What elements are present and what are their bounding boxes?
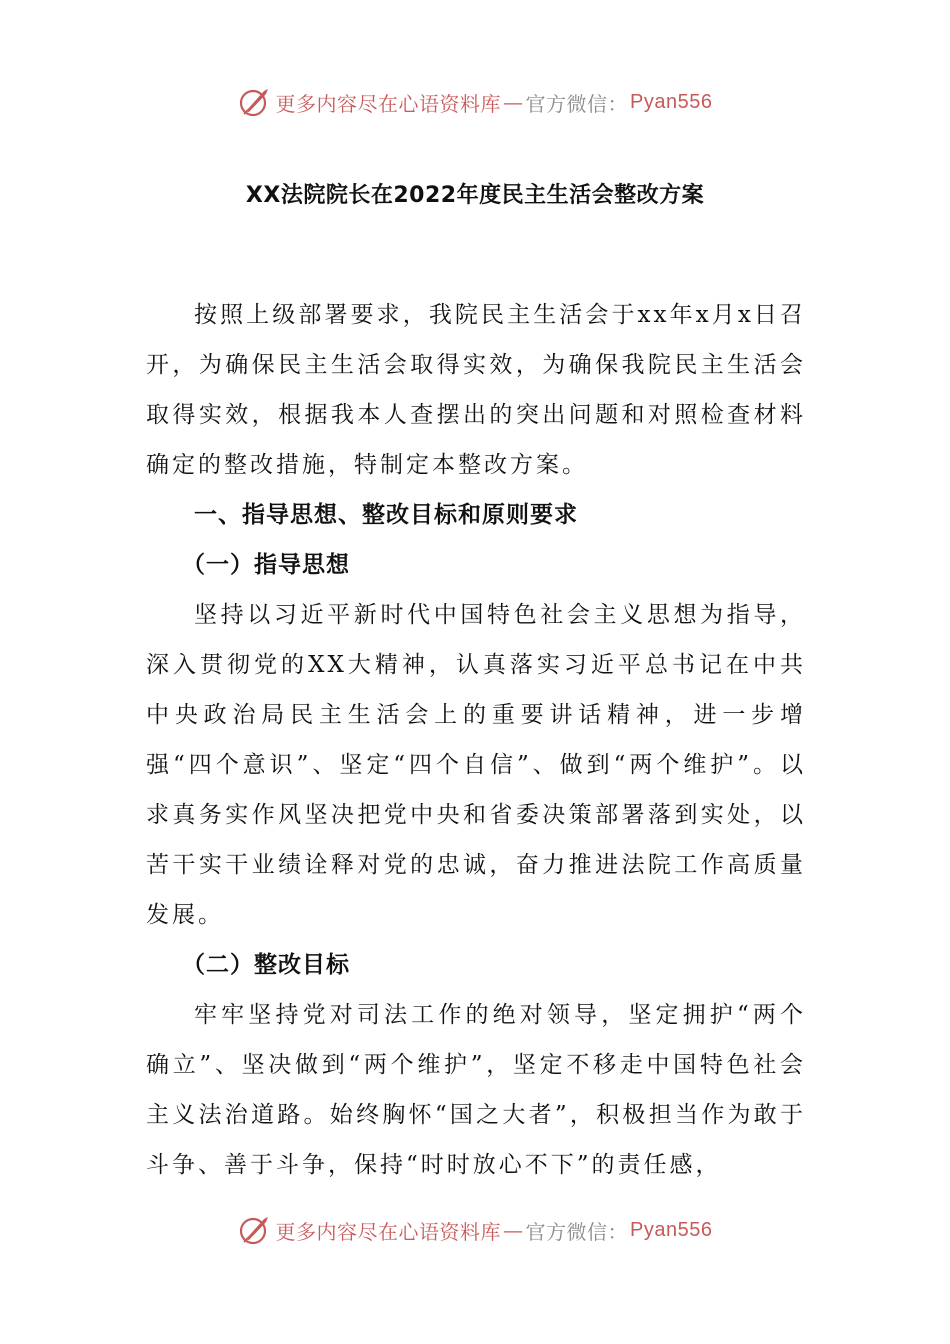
- footer-watermark: [0, 1210, 950, 1250]
- document-title: XX法院院长在2022年度民主生活会整改方案: [245, 183, 705, 208]
- watermark-wechat-id: Pyan556: [630, 90, 713, 113]
- quill-seal-icon: [238, 85, 272, 119]
- watermark-dash: —: [503, 90, 524, 114]
- subsection-2-paragraph: 牢牢坚持党对司法工作的绝对领导，坚定拥护“两个确立”、坚决做到“两个维护”，坚定不移走中国特色社会主义法治道路。始终胸怀“国之大者”，积极担当作为敢于斗争、善于斗争，保持“时时放心不下”的责任感，: [146, 1002, 806, 1178]
- quill-seal-icon: [238, 1213, 272, 1247]
- watermark-wechat-id: Pyan556: [630, 1218, 713, 1241]
- watermark-label: 官方微信：: [525, 1219, 629, 1244]
- subsection-1-paragraph: 坚持以习近平新时代中国特色社会主义思想为指导，深入贯彻党的XX大精神，认真落实习近平总书记在中共中央政治局民主生活会上的重要讲话精神，进一步增强“四个意识”、坚定“四个自信”、做到“两个维护”。以求真务实作风坚决把党中央和省委决策部署落到实处，以苦干实干业绩诠释对党的忠诚，奋力推进法院工作高质量发展。: [146, 602, 806, 928]
- watermark-label: 官方微信：: [525, 91, 629, 116]
- header-watermark: [0, 82, 950, 122]
- document-body: [146, 290, 806, 1190]
- watermark-brand: 更多内容尽在心语资料库: [275, 91, 502, 116]
- intro-paragraph: 按照上级部署要求，我院民主生活会于xx年x月x日召开，为确保民主生活会取得实效，为确保我院民主生活会取得实效，根据我本人查摆出的突出问题和对照检查材料确定的整改措施，特制定本整改方案。: [146, 302, 806, 478]
- subsection-heading-1: （一）指导思想: [182, 552, 350, 578]
- section-heading-1: 一、指导思想、整改目标和原则要求: [194, 502, 578, 528]
- subsection-heading-2: （二）整改目标: [182, 952, 350, 978]
- watermark-dash: —: [503, 1218, 524, 1242]
- watermark-brand: 更多内容尽在心语资料库: [275, 1219, 502, 1244]
